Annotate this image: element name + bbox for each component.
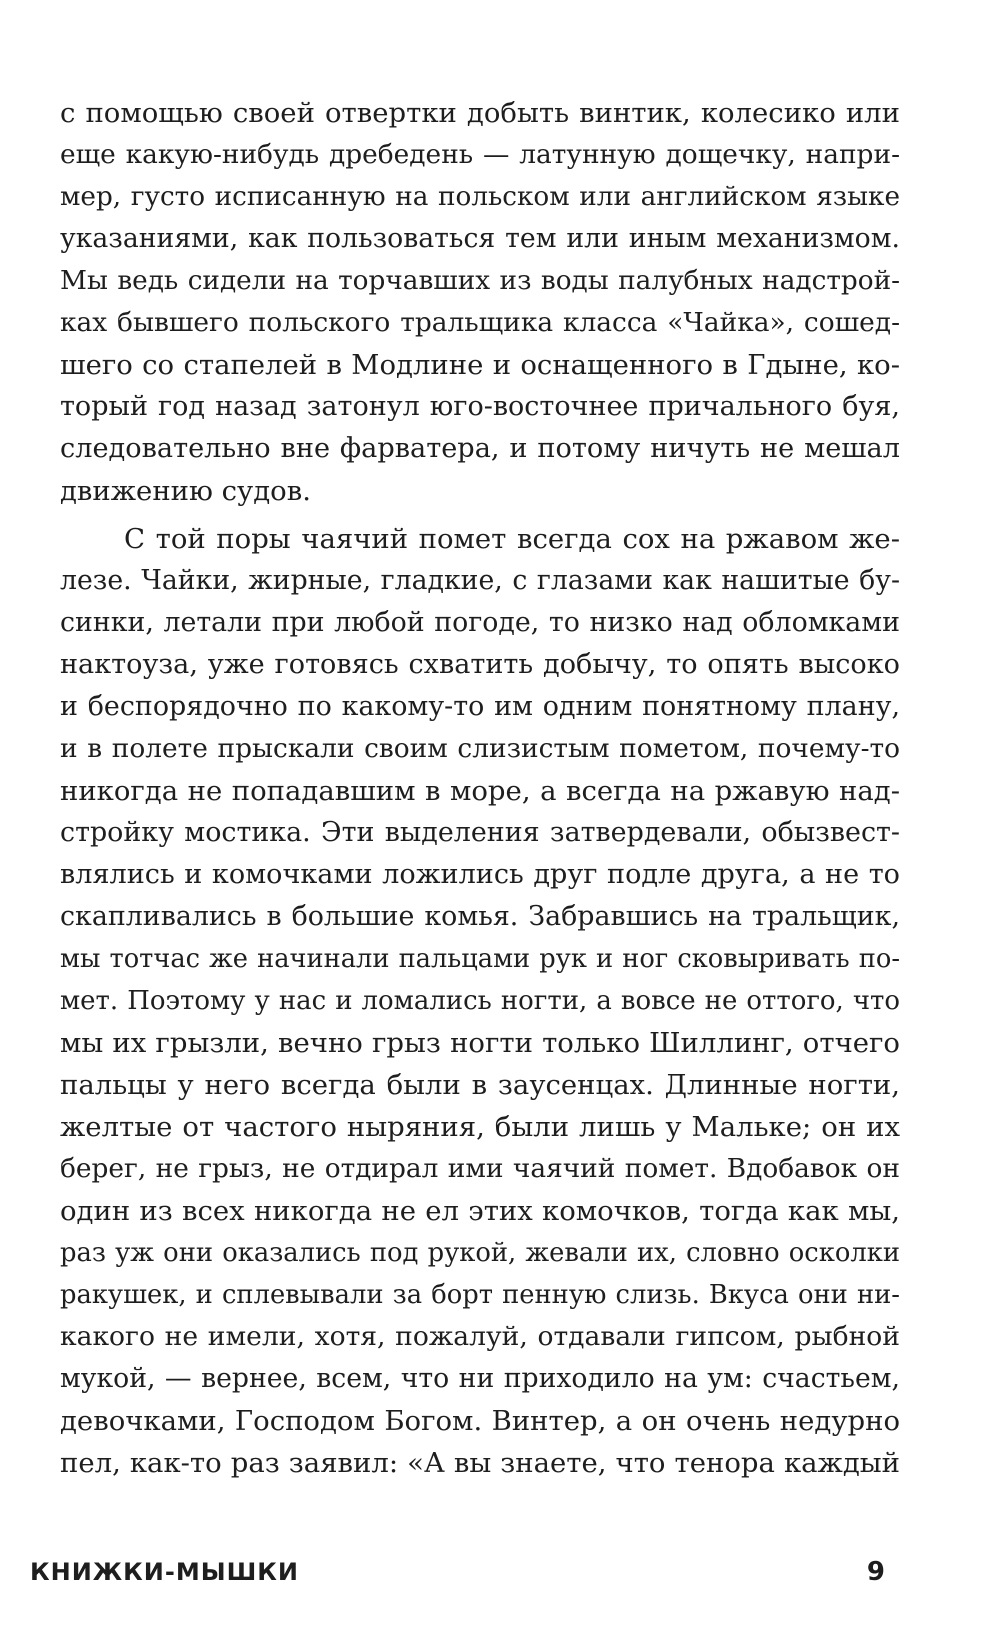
text-line: движению судов. — [60, 475, 311, 507]
text-line: раз уж они оказались под рукой, жевали их, словно осколки — [60, 1238, 900, 1268]
text-line: желтые от частого ныряния, были лишь у Мальке; он их — [60, 1111, 900, 1143]
text-line: берег, не грыз, не отдирал ими чаячий помет. Вдобавок он — [60, 1153, 900, 1184]
text-line: еще какую-нибудь дребедень — латунную дощечку, напри- — [60, 139, 900, 170]
text-line: Мы ведь сидели на торчавших из воды палубных надстрой- — [60, 266, 900, 296]
text-line: лезе. Чайки, жирные, гладкие, с глазами как нашитые бу- — [60, 565, 900, 596]
text-line: синки, летали при любой погоде, то низко над обломками — [60, 607, 900, 638]
text-line: стройку мостика. Эти выделения затвердевали, обызвест- — [60, 817, 900, 848]
body-text — [60, 92, 900, 1484]
text-line: пел, как-то раз заявил: «А вы знаете, что тенора каждый — [60, 1447, 900, 1479]
text-line: следовательно вне фарватера, и потому ничуть не мешал — [60, 433, 900, 464]
text-line: влялись и комочками ложились друг подле друга, а не то — [60, 859, 900, 890]
text-line: шего со стапелей в Модлине и оснащенного в Гдыне, ко- — [60, 349, 900, 381]
text-line: пальцы у него всегда были в заусенцах. Длинные ногти, — [60, 1069, 900, 1101]
text-line: мы их грызли, вечно грыз ногти только Шиллинг, отчего — [60, 1027, 900, 1059]
text-line: и в полете прыскали своим слизистым пометом, почему-то — [60, 733, 900, 764]
text-line: мет. Поэтому у нас и ломались ногти, а вовсе не оттого, что — [60, 986, 900, 1016]
text-line: и беспорядочно по какому-то им одним понятному плану, — [60, 691, 900, 722]
text-line: девочками, Господом Богом. Винтер, а он очень недурно — [60, 1405, 900, 1437]
page-number: 9 — [866, 1557, 885, 1587]
text-line: мер, густо исписанную на польском или английском языке — [60, 182, 900, 212]
series-title: КНИЖКИ-МЫШКИ — [30, 1558, 299, 1586]
text-line: ракушек, и сплевывали за борт пенную слизь. Вкуса они ни- — [60, 1280, 900, 1310]
text-line: мы тотчас же начинали пальцами рук и ног сковыривать по- — [60, 944, 900, 974]
text-line: нактоуза, уже готовясь схватить добычу, то опять высоко — [60, 649, 900, 680]
text-line: скапливались в большие комья. Забравшись на тральщик, — [60, 901, 900, 932]
text-line: торый год назад затонул юго-восточнее причального буя, — [60, 391, 900, 422]
text-line: указаниями, как пользоваться тем или иным механизмом. — [60, 223, 900, 254]
text-line: с помощью своей отвертки добыть винтик, колесико или — [60, 97, 900, 129]
text-line: мукой, — вернее, всем, что ни приходило на ум: счастьем, — [60, 1363, 900, 1394]
text-line: С той поры чаячий помет всегда сох на ржавом же- — [124, 523, 900, 555]
text-line: ках бывшего польского тральщика класса «Чайка», сошед- — [60, 307, 900, 338]
text-line: какого не имели, хотя, пожалуй, отдавали гипсом, рыбной — [60, 1321, 900, 1352]
text-line: один из всех никогда не ел этих комочков, тогда как мы, — [60, 1195, 900, 1227]
text-line: никогда не попадавшим в море, а всегда на ржавую над- — [60, 775, 900, 807]
